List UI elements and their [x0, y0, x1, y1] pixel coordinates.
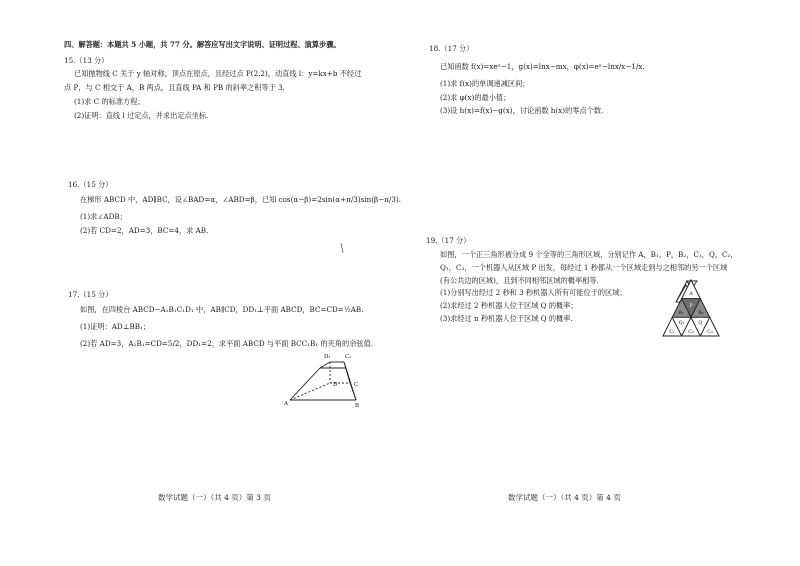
q16-number: 16.（15 分） — [68, 180, 113, 189]
edge-c1c — [344, 362, 350, 383]
q18-line-3: (2)求 φ(x)的最小值； — [440, 93, 511, 102]
q18-number: 18.（17 分） — [429, 44, 474, 53]
q17-line-2: (1)证明：AD⊥BB₁； — [80, 322, 151, 331]
label-c1-region: C₁ — [669, 330, 675, 335]
q15-line-3: (1)求 C 的标准方程； — [74, 97, 145, 106]
q18-line-4: (3)设 h(x)=f(x)−g(x)，讨论函数 h(x)的零点个数. — [440, 106, 604, 115]
label-q-region: Q — [698, 321, 703, 326]
q15-number: 15.（13 分） — [64, 56, 109, 65]
page-4-footer: 数学试题（一）（共 4 页）第 4 页 — [508, 493, 621, 502]
page-3-footer: 数学试题（一）（共 4 页）第 3 页 — [158, 493, 271, 502]
label-b: B — [355, 403, 360, 409]
edge-a1d1 — [320, 362, 330, 368]
stray-mark — [341, 243, 343, 253]
label-c3-region: C₃ — [707, 330, 713, 335]
q16-line-1: 在梯形 ABCD 中，AD∥BC，设∠BAD=α，∠ABD=β，已知 cos(α−β)=2sin(α+π/3)sin(β−π/3). — [80, 195, 402, 204]
q17-line-3: (2)若 AD=3，A₁B₁=CD=5/2，DD₁=2，求平面 ABCD 与平面 BCC₁B₁ 的夹角的余弦值. — [80, 339, 374, 348]
q19-line-3: (有公共边的区域)，且到不同相邻区域的概率相等. — [440, 276, 599, 285]
q19-number: 19.（17 分） — [426, 236, 471, 245]
label-c2-region: C₂ — [688, 330, 694, 335]
q15-line-1: 已知抛物线 C 关于 y 轴对称，顶点在原点，且经过点 P(2,2)，动直线 l：y=kx+b 不经过 — [74, 69, 362, 78]
q15-line-2: 点 P，与 C 相交于 A，B 两点，且直线 PA 和 PB 的斜率之积等于 3. — [64, 83, 285, 92]
q19-line-1: 如图，一个正三角形被分成 9 个全等的三角形区域，分别记作 A，B₁，P，B₂，C₁，Q，C₂， — [440, 250, 738, 259]
q16-line-3: (2)若 CD=2，AD=3，BC=4，求 AB. — [80, 226, 209, 235]
section-heading: 四、解答题：本题共 5 小题，共 77 分。解答应写出文字说明、证明过程、演算步骤。 — [64, 40, 341, 49]
edge-aa1 — [290, 368, 320, 400]
q19-line-5: (2)求经过 2 秒机器人位于区域 Q 的概率； — [440, 301, 578, 310]
q18-line-2: (1)求 f(x)的单调递减区间； — [440, 79, 530, 88]
label-q1-region: Q₁ — [678, 321, 685, 326]
right-page — [400, 0, 800, 566]
q15-line-4: (2)证明：直线 l 过定点，并求出定点坐标. — [74, 111, 209, 120]
label-d: D — [333, 382, 338, 388]
edge-ad — [290, 383, 330, 400]
q18-line-1: 已知函数 f(x)=xeˣ−1，g(x)=lnx−mx，φ(x)=eˣ−lnx/x−1/x. — [440, 62, 645, 71]
label-d1: D₁ — [324, 354, 331, 360]
label-a: A — [284, 401, 288, 407]
q19-line-2: Q₁，C₃，一个机器人从区域 P 出发，每经过 1 秒都从一个区域走到与之相邻的另一个区域 — [440, 263, 728, 272]
label-a-region: A — [689, 292, 693, 297]
q19-line-4: (1)分别写出经过 2 秒和 3 秒机器人所有可能位于的区域； — [440, 288, 627, 297]
label-b2-region: B₂ — [698, 311, 704, 316]
label-p-region: P — [689, 304, 693, 309]
triangle-figure — [400, 0, 800, 566]
q17-number: 17.（15 分） — [68, 290, 113, 299]
q16-line-2: (1)求∠ADB； — [80, 212, 127, 221]
label-c1: C₁ — [345, 354, 352, 360]
label-c: C — [354, 382, 359, 388]
q19-line-6: (3)求经过 n 秒机器人位于区域 Q 的概率. — [440, 314, 573, 323]
q17-line-1: 如图，在四棱台 ABCD−A₁B₁C₁D₁ 中，AB∥CD，DD₁⊥平面 ABCD，BC=CD=½AB. — [80, 305, 364, 314]
label-b1-region: B₁ — [678, 311, 684, 316]
